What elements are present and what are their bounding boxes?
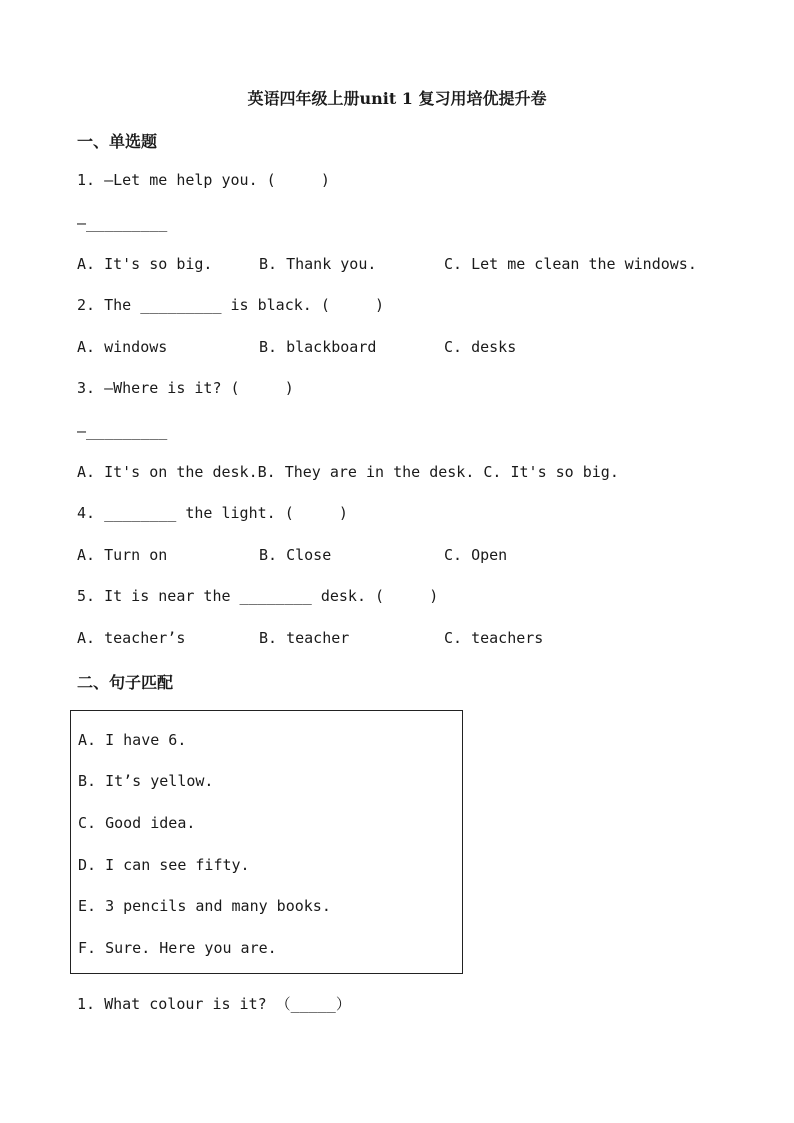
- question-2-option-b: B. blackboard: [259, 338, 377, 356]
- matching-option-d: D. I can see fifty.: [78, 856, 250, 874]
- question-1-answer-line: —_________: [77, 214, 168, 232]
- matching-option-a: A. I have 6.: [78, 731, 187, 749]
- matching-option-c: C. Good idea.: [78, 814, 196, 832]
- question-5-option-a: A. teacher’s: [77, 629, 186, 647]
- section-heading-sentence-matching: 二、句子匹配: [77, 673, 174, 692]
- question-4-stem: 4. ________ the light. ( ): [77, 504, 348, 522]
- question-3-stem: 3. —Where is it? ( ): [77, 379, 294, 397]
- matching-option-f: F. Sure. Here you are.: [78, 939, 277, 957]
- question-3-answer-line: —_________: [77, 422, 168, 440]
- question-4-option-c: C. Open: [444, 546, 508, 564]
- question-1-option-a: A. It's so big.: [77, 255, 213, 273]
- question-2-stem: 2. The _________ is black. ( ): [77, 296, 385, 314]
- question-1-option-c: C. Let me clean the windows.: [444, 255, 697, 273]
- question-1-option-b: B. Thank you.: [259, 255, 377, 273]
- question-5-stem: 5. It is near the ________ desk. ( ): [77, 587, 439, 605]
- section-heading-single-choice: 一、单选题: [77, 132, 158, 151]
- question-5-option-b: B. teacher: [259, 629, 350, 647]
- question-2-option-a: A. windows: [77, 338, 168, 356]
- question-1-stem: 1. —Let me help you. ( ): [77, 171, 330, 189]
- matching-option-b: B. It’s yellow.: [78, 772, 214, 790]
- matching-option-e: E. 3 pencils and many books.: [78, 897, 331, 915]
- question-2-option-c: C. desks: [444, 338, 517, 356]
- question-5-option-c: C. teachers: [444, 629, 544, 647]
- question-3-options: A. It's on the desk.B. They are in the desk. C. It's so big.: [77, 463, 619, 481]
- question-4-option-b: B. Close: [259, 546, 332, 564]
- question-4-option-a: A. Turn on: [77, 546, 168, 564]
- matching-options-box: [70, 710, 463, 974]
- matching-question-1: 1. What colour is it? （_____）: [77, 995, 351, 1013]
- document-title: 英语四年级上册unit 1 复习用培优提升卷: [247, 89, 547, 108]
